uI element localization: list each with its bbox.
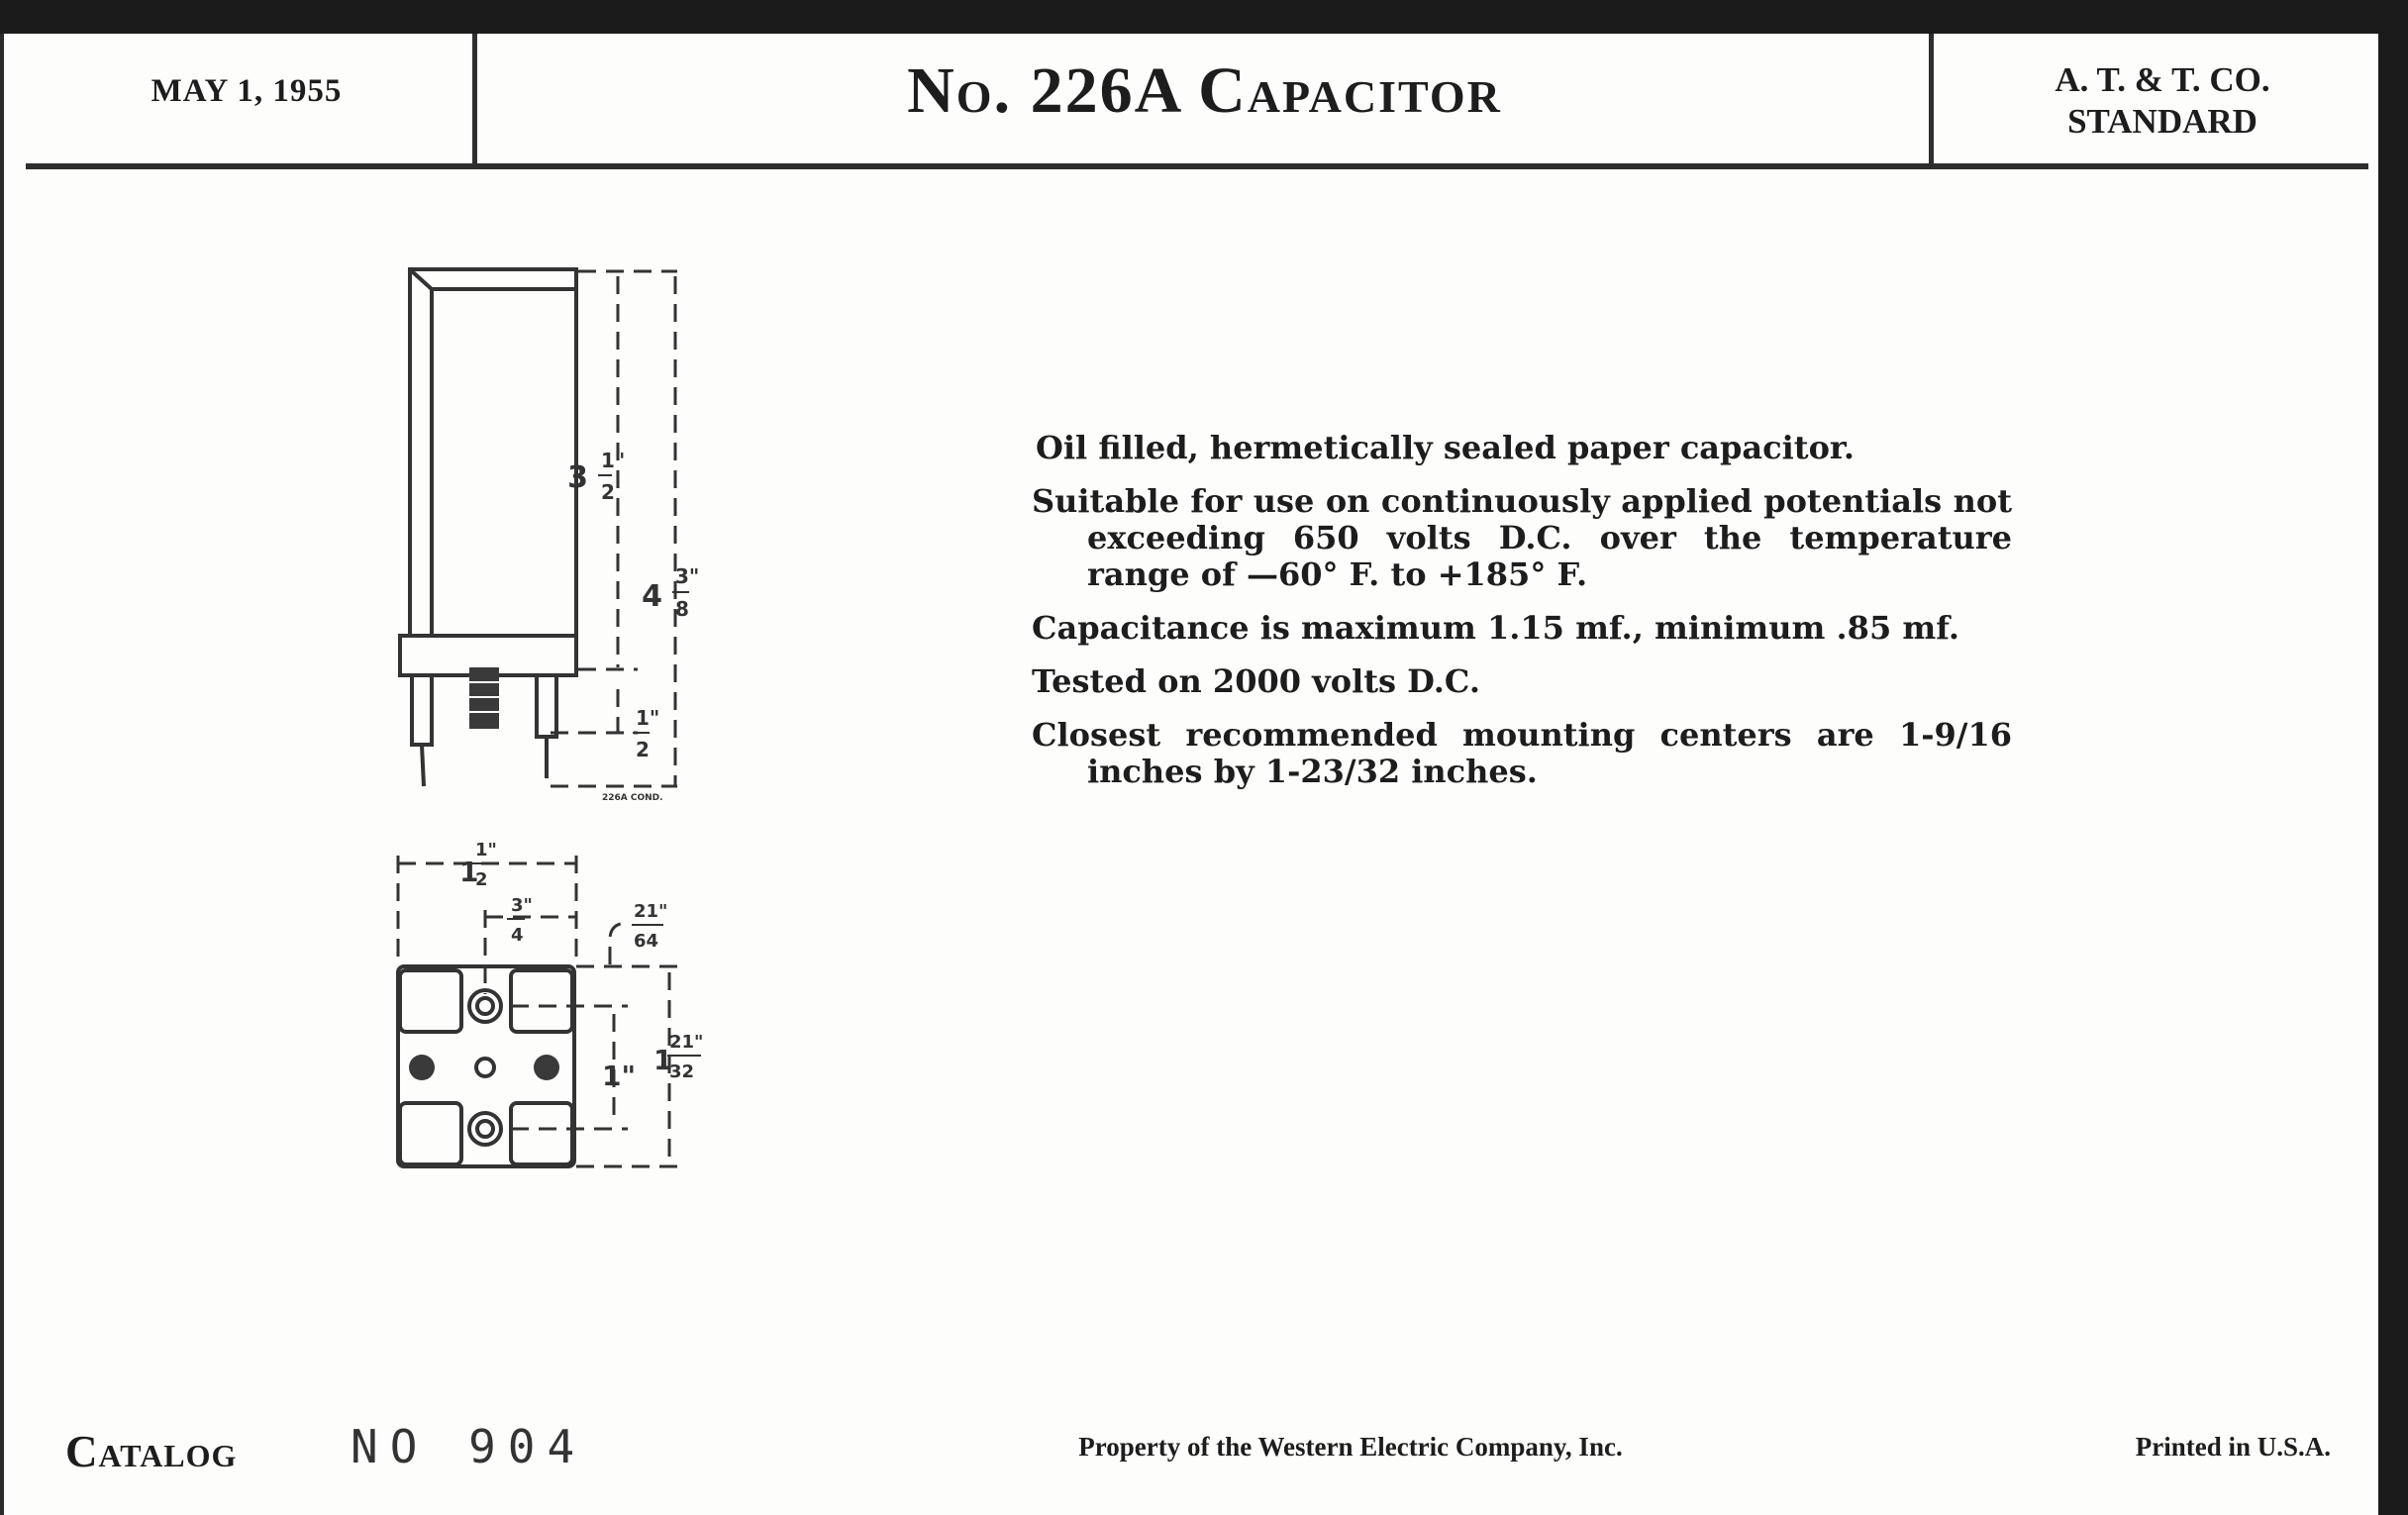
standard-line-2: STANDARD bbox=[2067, 102, 2258, 141]
drawing-small-label: 226A COND. bbox=[602, 793, 663, 803]
dim-lead-num: 1" bbox=[636, 706, 660, 730]
dim-total-num: 3" bbox=[675, 564, 700, 588]
spec-line-5: Closest recommended mounting centers are 1-9/16 inches by 1-23/32 inches. bbox=[1032, 716, 2012, 790]
dim-lead-den: 2 bbox=[636, 738, 650, 761]
terminal-top bbox=[469, 990, 501, 1022]
dim-total-den: 8 bbox=[675, 597, 689, 621]
terminal-top-inner bbox=[477, 998, 493, 1014]
terminal-left bbox=[412, 675, 432, 745]
dim-width-den: 2 bbox=[475, 869, 488, 890]
dim-edge-den: 64 bbox=[634, 931, 659, 952]
dim-label-lead bbox=[633, 706, 659, 761]
issue-date: MAY 1, 1955 bbox=[150, 73, 343, 109]
bottom-pad-tr bbox=[511, 970, 572, 1032]
bottom-pad-bl bbox=[400, 1103, 461, 1164]
dim-offset-den: 4 bbox=[511, 925, 524, 946]
dim-offset-num: 3" bbox=[511, 895, 533, 916]
dim-label-depth bbox=[653, 1032, 703, 1082]
bottom-pad-tl bbox=[400, 970, 461, 1032]
dim-depth-whole: 1 bbox=[653, 1044, 673, 1076]
catalog-sheet bbox=[0, 34, 2378, 1515]
dim-depth-den: 32 bbox=[669, 1061, 695, 1082]
dim-total-whole: 4 bbox=[642, 579, 662, 614]
capacitor-drawing bbox=[4, 34, 796, 1222]
dim-width-whole: 1 bbox=[459, 856, 479, 888]
dim-body-whole: 3 bbox=[567, 460, 588, 495]
standard-mark bbox=[1945, 59, 2378, 143]
side-view-body bbox=[410, 269, 576, 636]
terminal-bottom-inner bbox=[477, 1121, 493, 1137]
dim-label-offset bbox=[507, 895, 533, 946]
dim-width-num: 1" bbox=[475, 840, 497, 860]
mount-hole-left bbox=[409, 1055, 435, 1080]
specification-text bbox=[1032, 430, 2012, 807]
dim-label-total-height bbox=[642, 564, 699, 621]
dim-edge-num: 21" bbox=[634, 901, 668, 922]
property-notice: Property of the Western Electric Company, Inc. bbox=[1078, 1432, 1623, 1462]
dim-edge-leader bbox=[610, 923, 628, 964]
dim-body-den: 2 bbox=[601, 480, 615, 504]
terminal-right bbox=[537, 675, 556, 737]
standard-line-1: A. T. & T. CO. bbox=[2055, 60, 2270, 99]
terminal-bottom bbox=[469, 1113, 501, 1145]
center-mark bbox=[476, 1059, 494, 1076]
bottom-pad-br bbox=[511, 1103, 572, 1164]
mount-hole-right bbox=[534, 1055, 559, 1080]
catalog-label: Catalog bbox=[65, 1427, 238, 1476]
spec-line-2: Suitable for use on continuously applied potentials not exceeding 650 volts D.C. over the temperature range of —60° F. to +185° F. bbox=[1032, 482, 2012, 593]
page-title: No. 226A Capacitor bbox=[907, 54, 1502, 127]
terminal-left-lead bbox=[422, 745, 424, 786]
spec-line-4: Tested on 2000 volts D.C. bbox=[1032, 662, 1480, 700]
dim-depth-num: 21" bbox=[669, 1032, 704, 1053]
body-bevel bbox=[412, 271, 432, 289]
dim-body-num: 1" bbox=[601, 449, 626, 472]
spec-line-1: Oil filled, hermetically sealed paper capacitor. bbox=[1036, 429, 1855, 466]
catalog-number: NO 904 bbox=[351, 1420, 587, 1473]
spec-line-3: Capacitance is maximum 1.15 mf., minimum .85 mf. bbox=[1032, 609, 1959, 647]
dim-spacing-label: 1" bbox=[602, 1060, 637, 1092]
printed-notice: Printed in U.S.A. bbox=[2135, 1432, 2331, 1462]
dim-label-edge bbox=[610, 901, 667, 964]
